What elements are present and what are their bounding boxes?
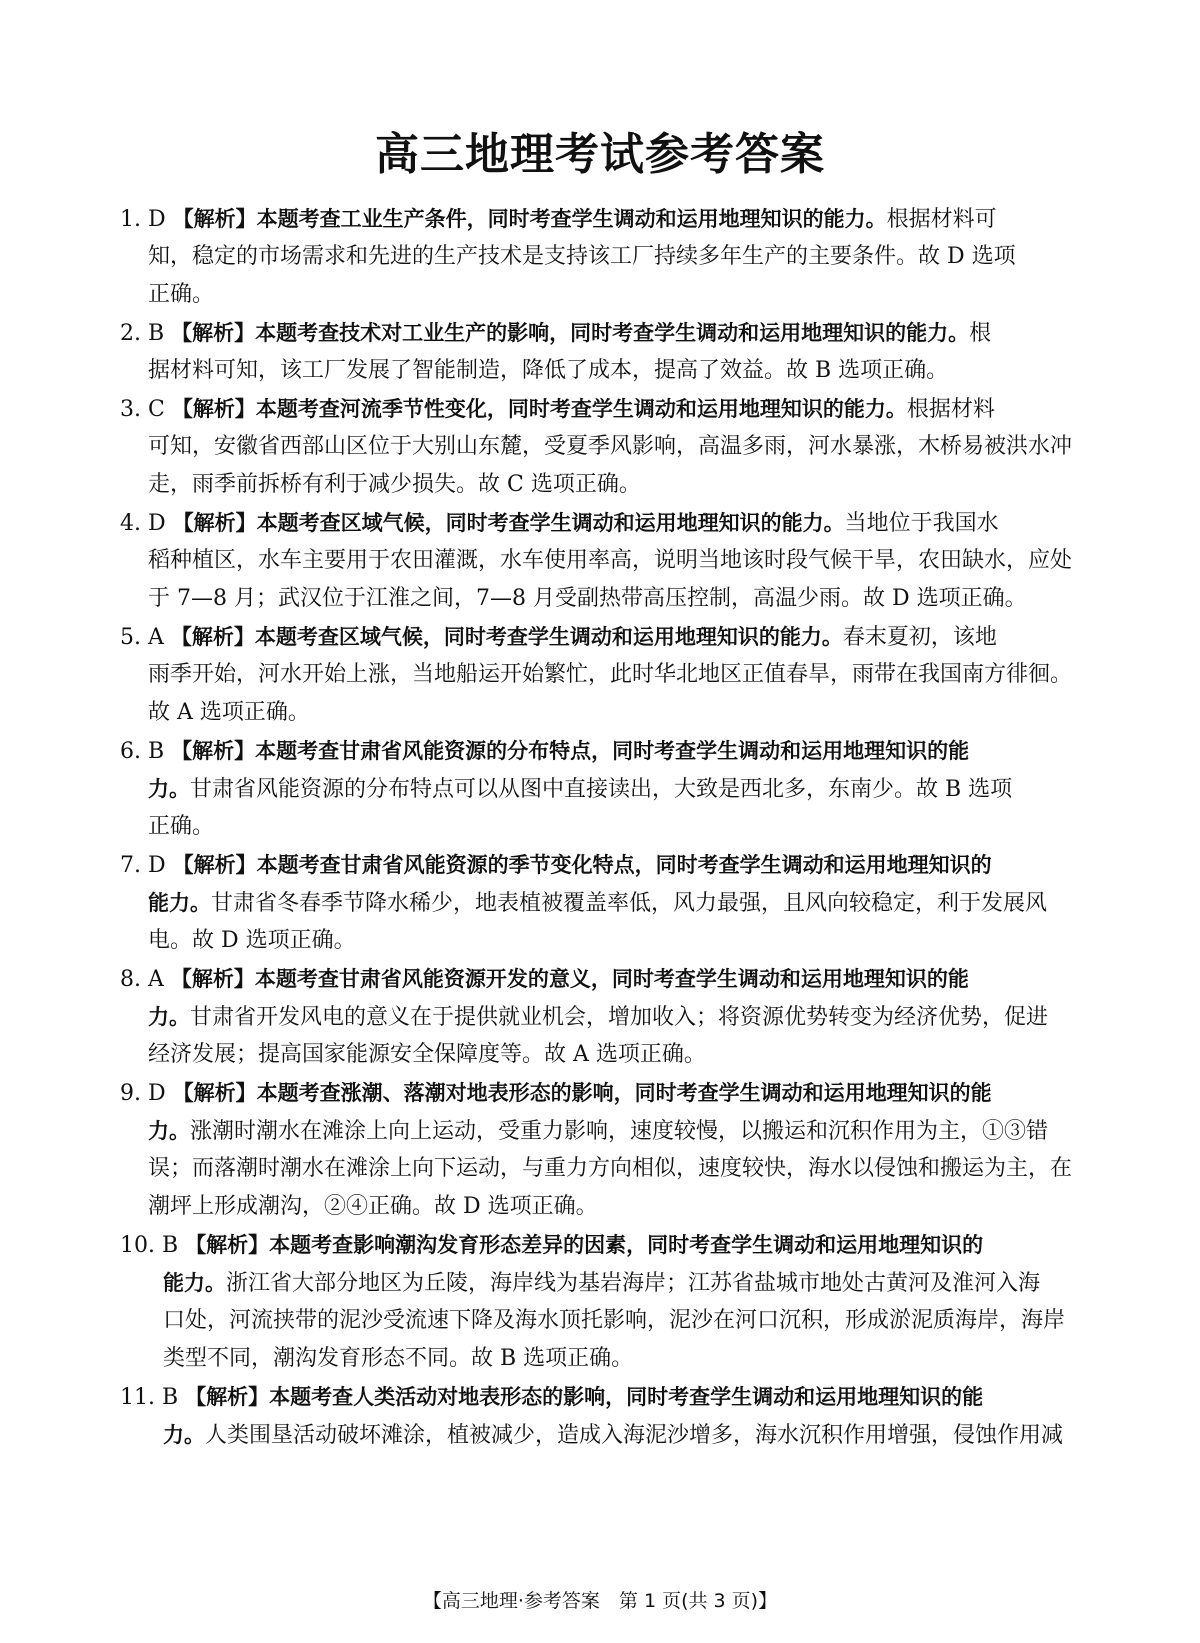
- analysis-tag: 【解析】: [172, 1081, 257, 1105]
- answer-continuation-line: [0, 998, 1200, 1036]
- answer-item: [0, 960, 1200, 1074]
- analysis-text: 当地位于我国水: [844, 511, 999, 536]
- analysis-tag: 【解析】: [171, 397, 256, 421]
- answer-first-line: [0, 1074, 1200, 1112]
- analysis-lead-tail: 力。: [148, 1119, 190, 1143]
- analysis-text: 春末夏初，该地: [842, 625, 997, 650]
- answer-continuation-line: 知，稳定的市场需求和先进的生产技术是支持该工厂持续多年生产的主要条件。故 D 选项: [148, 244, 1016, 269]
- analysis-lead-tail: 能力。: [148, 891, 211, 915]
- analysis-text: 甘肃省风能资源的分布特点可以从图中直接读出，大致是西北多，东南少。故 B 选项: [190, 777, 1013, 802]
- answer-first-line: [0, 200, 1200, 238]
- answer-continuation-line: 正确。: [148, 282, 215, 307]
- analysis-lead-tail: 能力。: [163, 1271, 226, 1295]
- answer-item: [0, 504, 1200, 618]
- analysis-lead: 本题考查甘肃省风能资源的季节变化特点，同时考查学生调动和运用地理知识的: [256, 853, 992, 877]
- answer-number: 3. C: [120, 397, 165, 422]
- answer-continuation-line: 潮坪上形成潮沟，②④正确。故 D 选项正确。: [148, 1194, 598, 1219]
- answer-number: 8. A: [120, 967, 164, 992]
- analysis-text: 根据材料可: [886, 207, 997, 232]
- answer-first-line: [0, 618, 1200, 656]
- answer-continuation-line: 雨季开始，河水开始上涨，当地船运开始繁忙，此时华北地区正值春旱，雨带在我国南方徘徊。: [148, 662, 1073, 687]
- answer-number: 7. D: [120, 853, 166, 878]
- analysis-lead: 本题考查涨潮、落潮对地表形态的影响，同时考查学生调动和运用地理知识的能: [256, 1081, 992, 1105]
- answer-first-line: [0, 960, 1200, 998]
- answer-continuation-line: 电。故 D 选项正确。: [148, 928, 356, 953]
- answer-number: 4. D: [120, 511, 166, 536]
- answer-first-line: [0, 846, 1200, 884]
- analysis-tag: 【解析】: [185, 1385, 270, 1409]
- page-title: 高三地理考试参考答案: [375, 129, 825, 180]
- analysis-tag: 【解析】: [170, 625, 255, 649]
- analysis-lead: 本题考查河流季节性变化，同时考查学生调动和运用地理知识的能力。: [255, 397, 907, 421]
- answer-continuation-line: 于 7—8 月；武汉位于江淮之间，7—8 月受副热带高压控制，高温少雨。故 D 选项正确。: [148, 586, 1027, 611]
- answer-continuation-line: [0, 770, 1200, 808]
- analysis-text: 甘肃省冬春季节降水稀少，地表植被覆盖率低，风力最强，且风向较稳定，利于发展风: [211, 891, 1048, 916]
- answer-first-line: [0, 732, 1200, 770]
- analysis-lead: 本题考查甘肃省风能资源的分布特点，同时考查学生调动和运用地理知识的能: [255, 739, 970, 763]
- analysis-text: 涨潮时潮水在滩涂上向上运动，受重力影响，速度较慢，以搬运和沉积作用为主，①③错: [190, 1119, 1049, 1144]
- answer-item: [0, 846, 1200, 960]
- answer-continuation-line: 走，雨季前拆桥有利于减少损失。故 C 选项正确。: [148, 472, 641, 497]
- answer-continuation-line: 误；而落潮时潮水在滩涂上向下运动，与重力方向相似，速度较快，海水以侵蚀和搬运为主，在: [148, 1156, 1073, 1181]
- analysis-tag: 【解析】: [185, 1233, 270, 1257]
- answer-number: 5. A: [120, 625, 164, 650]
- answer-item: [0, 618, 1200, 732]
- page-footer: 【高三地理·参考答案 第 1 页(共 3 页)】: [422, 1590, 778, 1612]
- answer-item: [0, 1378, 1200, 1454]
- answer-number: 1. D: [120, 207, 166, 232]
- answer-item: [0, 1226, 1200, 1378]
- answer-continuation-line: 故 A 选项正确。: [148, 700, 310, 725]
- analysis-tag: 【解析】: [170, 967, 255, 991]
- answer-first-line: [0, 1226, 1200, 1264]
- answer-continuation-line: 正确。: [148, 814, 215, 839]
- answer-continuation-line: 可知，安徽省西部山区位于大别山东麓，受夏季风影响，高温多雨，河水暴涨，木桥易被洪水冲: [148, 434, 1073, 459]
- answer-list: [0, 200, 1200, 1454]
- analysis-lead: 本题考查区域气候，同时考查学生调动和运用地理知识的能力。: [256, 511, 845, 535]
- answer-number: 11. B: [120, 1385, 179, 1410]
- answer-number: 10. B: [120, 1233, 179, 1258]
- answer-first-line: [0, 1378, 1200, 1416]
- answer-continuation-line: 稻种植区，水车主要用于农田灌溉，水车使用率高，说明当地该时段气候干旱，农田缺水，应处: [148, 548, 1073, 573]
- analysis-lead: 本题考查区域气候，同时考查学生调动和运用地理知识的能力。: [254, 625, 843, 649]
- answer-first-line: [0, 390, 1200, 428]
- analysis-lead: 本题考查工业生产条件，同时考查学生调动和运用地理知识的能力。: [256, 207, 887, 231]
- analysis-text: 根: [969, 321, 992, 346]
- analysis-text: 根据材料: [906, 397, 995, 422]
- analysis-tag: 【解析】: [171, 321, 256, 345]
- analysis-tag: 【解析】: [171, 739, 256, 763]
- analysis-lead: 本题考查技术对工业生产的影响，同时考查学生调动和运用地理知识的能力。: [255, 321, 970, 345]
- answer-item: [0, 390, 1200, 504]
- analysis-lead: 本题考查甘肃省风能资源开发的意义，同时考查学生调动和运用地理知识的能: [254, 967, 969, 991]
- analysis-tag: 【解析】: [172, 853, 257, 877]
- answer-item: [0, 732, 1200, 846]
- analysis-text: 人类围垦活动破坏滩涂，植被减少，造成入海泥沙增多，海水沉积作用增强，侵蚀作用减: [205, 1423, 1064, 1448]
- answer-continuation-line: [0, 1264, 1200, 1302]
- analysis-tag: 【解析】: [172, 511, 257, 535]
- answer-continuation-line: 据材料可知，该工厂发展了智能制造，降低了成本，提高了效益。故 B 选项正确。: [148, 358, 949, 383]
- analysis-lead: 本题考查影响潮沟发育形态差异的因素，同时考查学生调动和运用地理知识的: [269, 1233, 984, 1257]
- analysis-lead-tail: 力。: [148, 1005, 190, 1029]
- answer-continuation-line: [0, 1416, 1200, 1454]
- analysis-tag: 【解析】: [172, 207, 257, 231]
- answer-continuation-line: [0, 1112, 1200, 1150]
- answer-first-line: [0, 314, 1200, 352]
- answer-continuation-line: 类型不同，潮沟发育形态不同。故 B 选项正确。: [163, 1346, 634, 1371]
- analysis-text: 甘肃省开发风电的意义在于提供就业机会，增加收入；将资源优势转变为经济优势，促进: [190, 1005, 1049, 1030]
- answer-continuation-line: 经济发展；提高国家能源安全保障度等。故 A 选项正确。: [148, 1042, 706, 1067]
- answer-continuation-line: [0, 884, 1200, 922]
- answer-number: 6. B: [120, 739, 165, 764]
- answer-item: [0, 1074, 1200, 1226]
- answer-continuation-line: 口处，河流挟带的泥沙受流速下降及海水顶托影响，泥沙在河口沉积，形成淤泥质海岸，海岸: [163, 1308, 1066, 1333]
- answer-number: 2. B: [120, 321, 165, 346]
- answer-item: [0, 200, 1200, 314]
- analysis-lead-tail: 力。: [163, 1423, 205, 1447]
- answer-item: [0, 314, 1200, 390]
- analysis-lead-tail: 力。: [148, 777, 190, 801]
- answer-first-line: [0, 504, 1200, 542]
- analysis-lead: 本题考查人类活动对地表形态的影响，同时考查学生调动和运用地理知识的能: [269, 1385, 984, 1409]
- analysis-text: 浙江省大部分地区为丘陵，海岸线为基岩海岸；江苏省盐城市地处古黄河及淮河入海: [226, 1271, 1041, 1296]
- answer-number: 9. D: [120, 1081, 166, 1106]
